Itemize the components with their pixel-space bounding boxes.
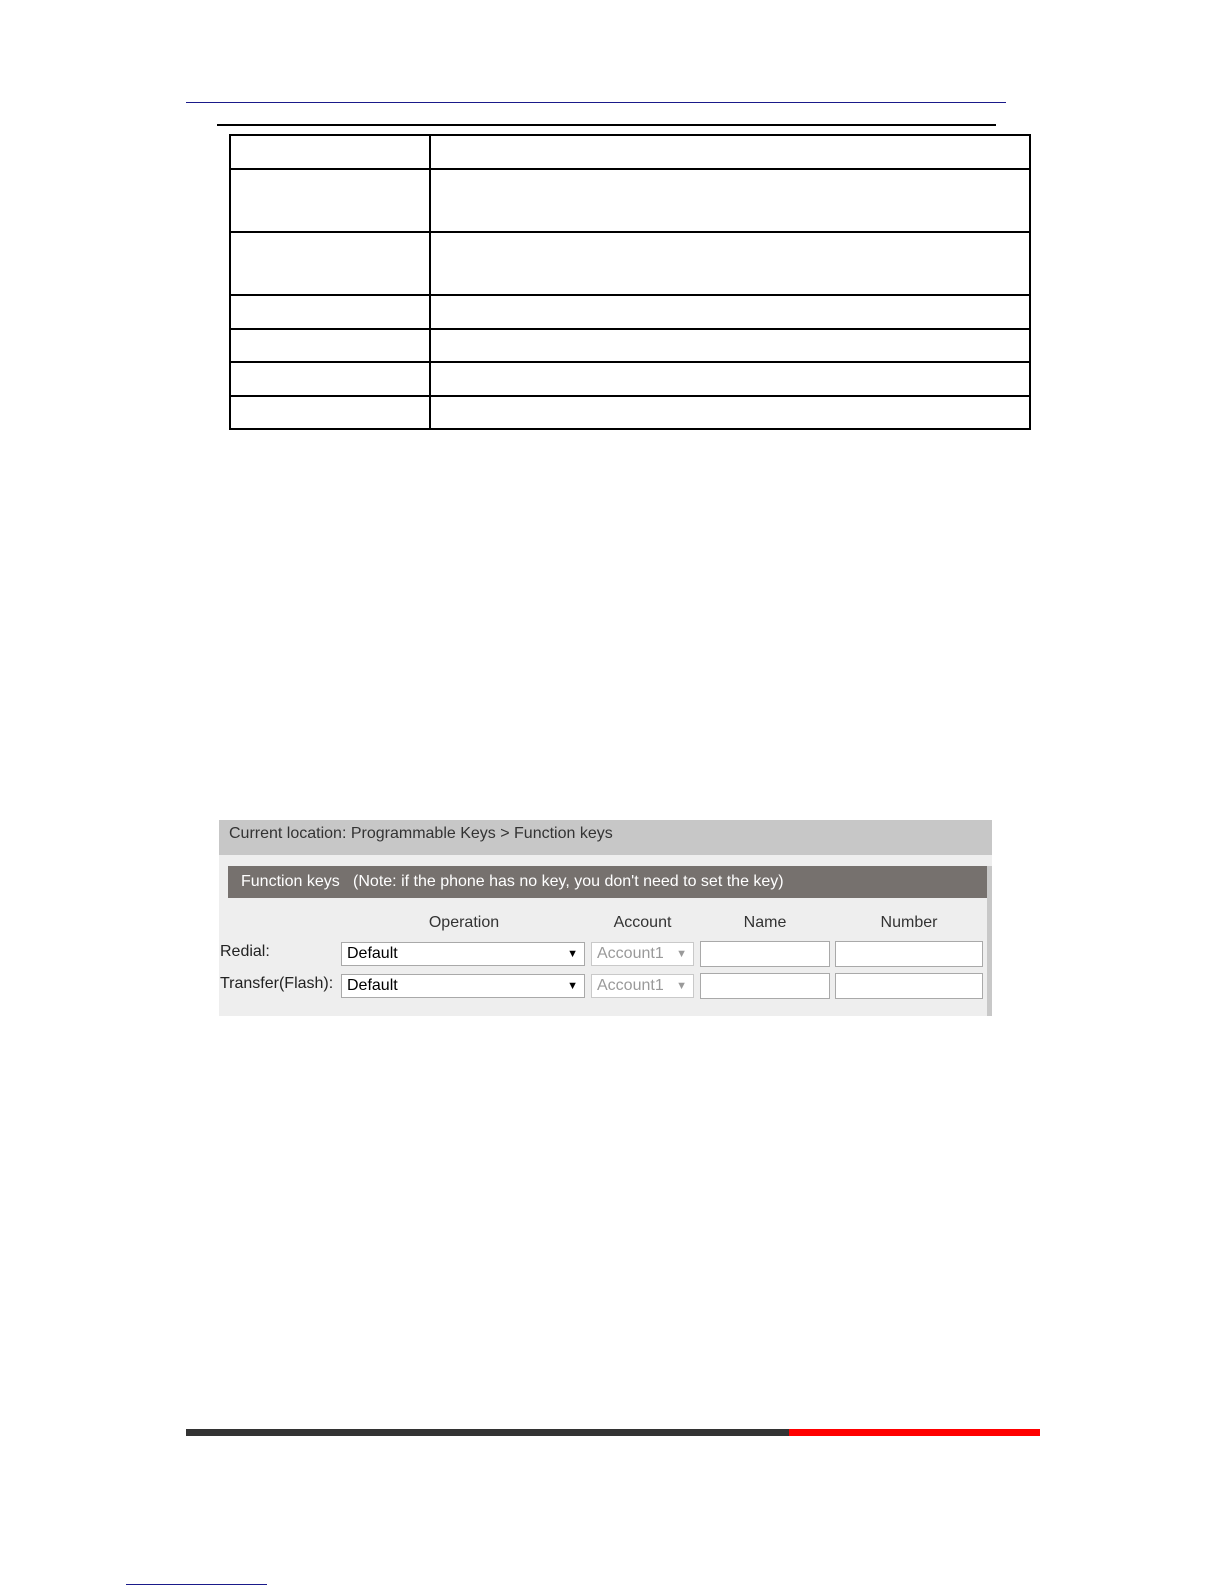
select-value: Default: [347, 945, 398, 962]
redial-number-input[interactable]: [835, 941, 983, 967]
select-value: Account1: [597, 945, 664, 962]
table-row: [230, 232, 1030, 295]
header-link-rule: [186, 102, 1006, 103]
column-header-operation: Operation: [428, 914, 500, 931]
column-header-account: Account: [613, 914, 672, 931]
dropdown-arrow-icon: ▼: [567, 980, 578, 992]
dropdown-arrow-icon: ▼: [676, 980, 687, 992]
table-row: [230, 329, 1030, 362]
footer-bar-dark: [186, 1429, 789, 1436]
transfer-account-select[interactable]: [591, 974, 694, 998]
table-cell: [230, 232, 430, 295]
redial-account-select[interactable]: [591, 942, 694, 966]
table-cell: [430, 232, 1030, 295]
table-cell: [230, 362, 430, 396]
panel-scrollbar[interactable]: [987, 866, 992, 1016]
table-cell: [430, 295, 1030, 329]
header-rule: [217, 124, 996, 126]
current-location-bar: Current location: Programmable Keys > Function keys: [219, 820, 992, 855]
table-row: [230, 135, 1030, 169]
table-cell: [230, 135, 430, 169]
dropdown-arrow-icon: ▼: [567, 948, 578, 960]
table-cell: [230, 396, 430, 429]
transfer-name-input[interactable]: [700, 973, 830, 999]
redial-operation-select[interactable]: [341, 942, 585, 966]
table-row: [230, 362, 1030, 396]
table-cell: [430, 135, 1030, 169]
table-cell: [230, 295, 430, 329]
footer-bar-accent: [789, 1429, 1040, 1436]
table-cell: [230, 169, 430, 232]
redial-name-input[interactable]: [700, 941, 830, 967]
table-row: [230, 295, 1030, 329]
function-keys-panel: [219, 820, 992, 1016]
select-value: Default: [347, 977, 398, 994]
column-header-name: Name: [743, 914, 787, 931]
table-cell: [430, 329, 1030, 362]
parameter-table: [229, 134, 1031, 430]
table-row: [230, 169, 1030, 232]
transfer-operation-select[interactable]: [341, 974, 585, 998]
transfer-number-input[interactable]: [835, 973, 983, 999]
table-cell: [430, 396, 1030, 429]
select-value: Account1: [597, 977, 664, 994]
column-header-number: Number: [880, 914, 938, 931]
table-cell: [430, 362, 1030, 396]
row-label-transfer-flash: Transfer(Flash):: [220, 975, 334, 992]
section-header: Function keys (Note: if the phone has no key, you don't need to set the key): [228, 866, 987, 898]
table-row: [230, 396, 1030, 429]
table-cell: [230, 329, 430, 362]
row-label-redial: Redial:: [220, 943, 270, 960]
table-cell: [430, 169, 1030, 232]
dropdown-arrow-icon: ▼: [676, 948, 687, 960]
